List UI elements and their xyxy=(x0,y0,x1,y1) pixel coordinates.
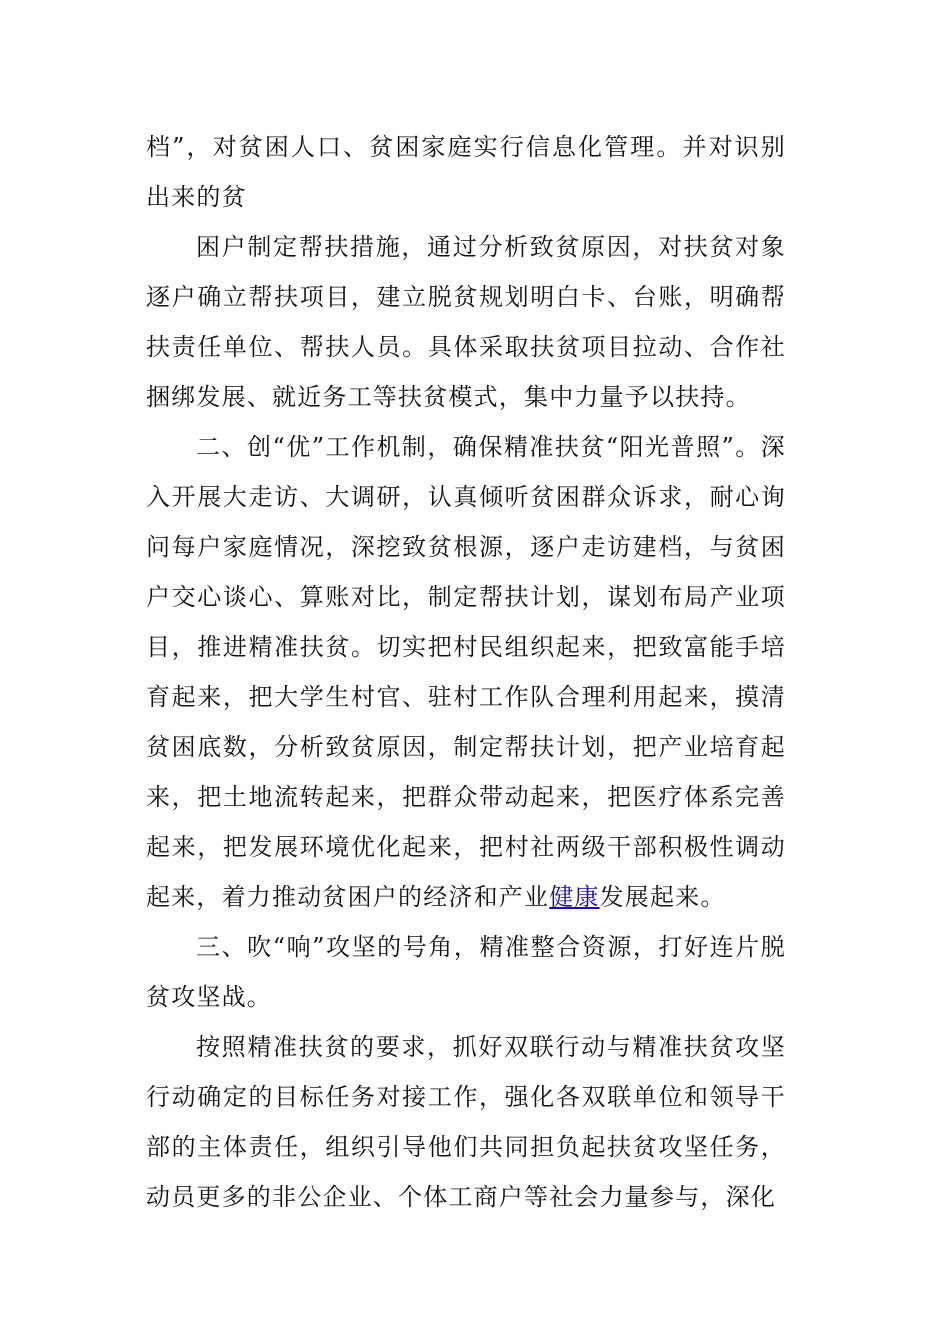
paragraph-2-text: 困户制定帮扶措施，通过分析致贫原因，对扶贫对象逐户确立帮扶项目，建立脱贫规划明白卡、台账，明确帮扶责任单位、帮扶人员。具体采取扶贫项目拉动、合作社捆绑发展、就近务工等扶贫模式，集中力量予以扶持。 xyxy=(146,233,786,411)
health-link[interactable]: 健康 xyxy=(549,883,600,911)
paragraph-5 xyxy=(146,1022,786,1222)
document-body xyxy=(146,122,786,1222)
paragraph-3-text: 二、创“优”工作机制，确保精准扶贫“阳光普照”。深入开展大走访、大调研，认真倾听贫困群众诉求，耐心询问每户家庭情况，深挖致贫根源，逐户走访建档，与贫困户交心谈心、算账对比，制定帮扶计划，谋划布局产业项目，推进精准扶贫。切实把村民组织起来，把致富能手培育起来，把大学生村官、驻村工作队合理利用起来，摸清贫困底数，分析致贫原因，制定帮扶计划，把产业培育起来，把土地流转起来，把群众带动起来，把医疗体系完善起来，把发展环境优化起来，把村社两级干部积极性调动起来，着力推动贫困户的经济和产业 xyxy=(146,433,786,911)
paragraph-1-text: 档”，对贫困人口、贫困家庭实行信息化管理。并对识别出来的贫 xyxy=(146,133,786,211)
paragraph-4-text: 三、吹“响”攻坚的号角，精准整合资源，打好连片脱贫攻坚战。 xyxy=(146,933,786,1011)
paragraph-2 xyxy=(146,222,786,422)
paragraph-3 xyxy=(146,422,786,922)
paragraph-5-text: 按照精准扶贫的要求，抓好双联行动与精准扶贫攻坚行动确定的目标任务对接工作，强化各双联单位和领导干部的主体责任，组织引导他们共同担负起扶贫攻坚任务，动员更多的非公企业、个体工商户等社会力量参与，深化 xyxy=(146,1033,786,1211)
paragraph-1 xyxy=(146,122,786,222)
paragraph-3-text-after: 发展起来。 xyxy=(599,883,726,911)
paragraph-4 xyxy=(146,922,786,1022)
